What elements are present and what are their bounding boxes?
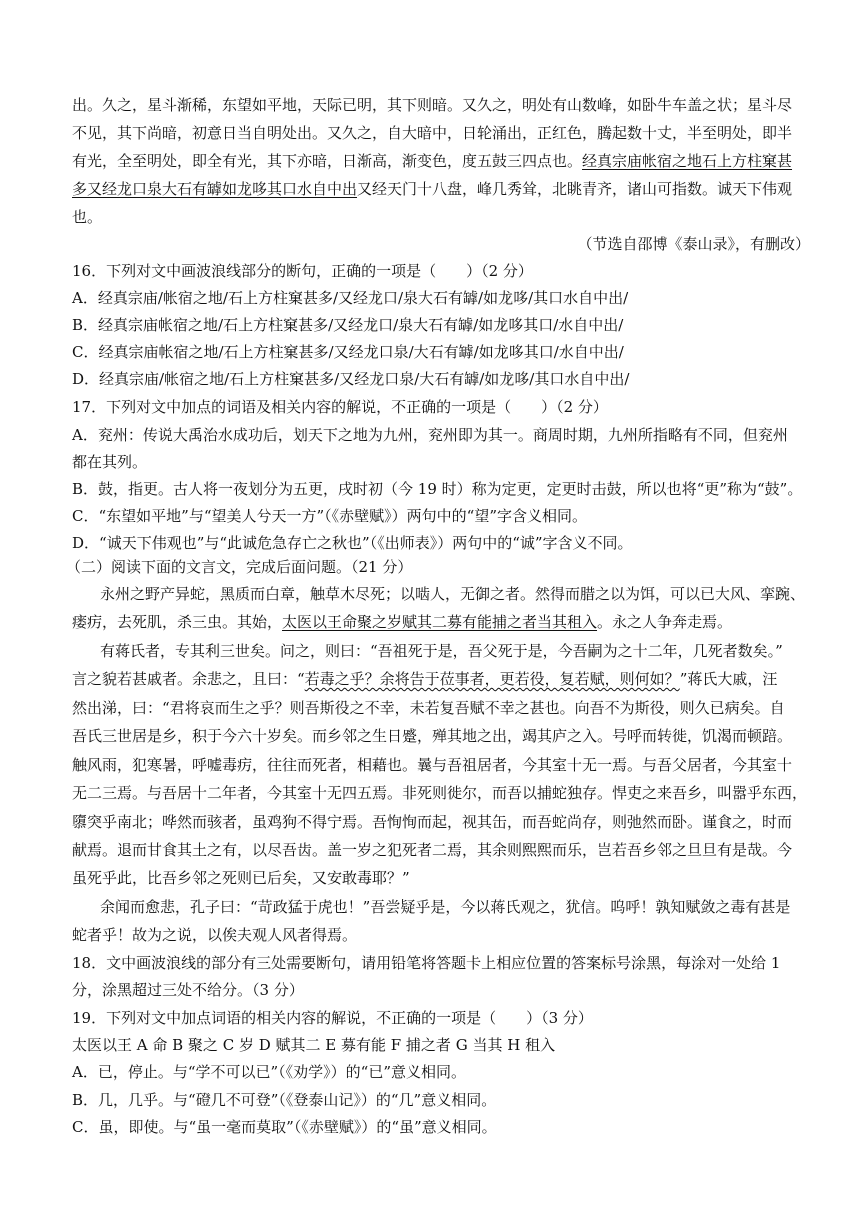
passage2-line	[72, 611, 732, 633]
underlined-sentence: 经真宗庙帐宿之地石上方柱窠甚	[582, 152, 793, 170]
question-16-option-a[interactable]: A．经真宗庙/帐宿之地/石上方柱窠甚多/又经龙口/泉大石有罅/如龙哆/其口水自中出/	[72, 289, 629, 307]
passage2-line: 献焉。退而甘食其土之有，以尽吾齿。盖一岁之犯死者二焉，其余则熙熙而乐，岂若吾乡邻之旦旦有是哉。今	[72, 841, 793, 859]
passage2-line: 有蒋氏者，专其利三世矣。问之，则曰：“吾祖死于是，吾父死于是，今吾嗣为之十二年，几死者数矣。”	[100, 642, 783, 660]
answer-marker-line: 太医以王 A 命 B 聚之 C 岁 D 赋其二 E 募有能 F 捕之者 G 当其 H 租入	[72, 1036, 556, 1054]
passage1-line: 也。	[72, 208, 103, 226]
question-17-stem: 17．下列对文中加点的词语及相关内容的解说，不正确的一项是（ ）（2 分）	[72, 398, 608, 416]
question-17-option-a-cont[interactable]: 都在其列。	[72, 453, 148, 471]
passage2-line: 然出涕，曰：“君将哀而生之乎？则吾斯役之不幸，未若复吾赋不幸之甚也。向吾不为斯役，则久已病矣。自	[72, 699, 785, 717]
passage1-line: 出。久之，星斗渐稀，东望如平地，天际已明，其下则暗。又久之，明处有山数峰，如卧牛车盖之状；星斗尽	[72, 96, 793, 114]
passage2-line: 余闻而愈悲，孔子曰：“苛政猛于虎也！”吾尝疑乎是，今以蒋氏观之，犹信。呜呼！孰知赋敛之毒有甚是	[100, 898, 791, 916]
passage2-line: 触风雨，犯寒暑，呼嘘毒疠，往往而死者，相藉也。曩与吾祖居者，今其室十无一焉。与吾父居者，今其室十	[72, 756, 793, 774]
question-18-stem: 18．文中画波浪线的部分有三处需要断句，请用铅笔将答题卡上相应位置的答案标号涂黑，每涂对一处给 1	[72, 954, 781, 972]
underlined-sentence: 太医以王命聚之岁赋其二募有能捕之者当其租入	[282, 613, 598, 631]
passage2-line	[72, 668, 777, 690]
passage1-line	[72, 150, 792, 172]
question-17-option-d[interactable]: D．“诚天下伟观也”与“此诚危急存亡之秋也”（《出师表》）两句中的“诚”字含义不同。	[72, 534, 633, 552]
question-18-stem-cont: 分，涂黑超过三处不给分。（3 分）	[72, 981, 304, 999]
question-19-stem: 19．下列对文中加点词语的相关内容的解说，不正确的一项是（ ）（3 分）	[72, 1009, 593, 1027]
question-17-option-a[interactable]: A．兖州：传说大禹治水成功后，划天下之地为九州，兖州即为其一。商周时期，九州所指略有不同，但兖州	[72, 426, 788, 444]
wavy-underlined-sentence: 若毒之乎？余将告于莅事者，更若役，复若赋，则何如？	[304, 670, 680, 688]
passage1-line: 不见，其下尚暗，初意日当自明处出。又久之，自大暗中，日轮涌出，正红色，腾起数十丈，半至明处，即半	[72, 124, 793, 142]
section-heading: （二）阅读下面的文言文，完成后面问题。（21 分）	[66, 558, 413, 576]
passage2-line: 虽死乎此，比吾乡邻之死则已后矣，又安敢毒耶？”	[72, 869, 410, 887]
source-citation: （节选自邵博《泰山录》，有删改）	[577, 235, 810, 253]
question-16-option-d[interactable]: D．经真宗庙/帐宿之地/石上方柱窠甚多/又经龙口泉/大石有罅/如龙哆/其口水自中出/	[72, 370, 630, 388]
passage2-line: 无二三焉。与吾居十二年者，今其室十无四五焉。非死则徙尔，而吾以捕蛇独存。悍吏之来吾乡，叫嚣乎东西，	[72, 784, 808, 802]
question-19-option-c[interactable]: C．虽，即使。与“虽一毫而莫取”（《赤壁赋》）的“虽”意义相同。	[72, 1118, 497, 1136]
passage2-line: 吾氏三世居是乡，积于今六十岁矣。而乡邻之生日蹙，殚其地之出，竭其庐之入。号呼而转徙，饥渴而顿踣。	[72, 727, 793, 745]
question-19-option-b[interactable]: B．几，几乎。与“磴几不可登”（《登泰山记》）的“几”意义相同。	[72, 1091, 497, 1109]
passage1-line	[72, 178, 792, 200]
passage2-text: 。永之人争奔走焉。	[597, 613, 733, 631]
passage2-line: 永州之野产异蛇，黑质而白章，触草木尽死；以啮人，无御之者。然得而腊之以为饵，可以已大风、挛踠、	[100, 585, 806, 603]
passage2-line: 隳突乎南北；哗然而骇者，虽鸡狗不得宁焉。吾恂恂而起，视其缶，而吾蛇尚存，则弛然而卧。谨食之，时而	[72, 813, 793, 831]
question-17-option-c[interactable]: C．“东望如平地”与“望美人兮天一方”（《赤壁赋》）两句中的“望”字含义相同。	[72, 507, 587, 525]
question-16-option-c[interactable]: C．经真宗庙帐宿之地/石上方柱窠甚多/又经龙口泉/大石有罅/如龙哆其口/水自中出/	[72, 343, 624, 361]
passage2-text: 言之貌若甚戚者。余悲之，且曰：“	[72, 670, 305, 688]
passage1-text: 有光，全至明处，即全有光，其下亦暗，日渐高，渐变色，度五鼓三四点也。	[72, 152, 583, 170]
passage2-text: 瘘疠，去死肌，杀三虫。其始，	[72, 613, 283, 631]
question-16-option-b[interactable]: B．经真宗庙帐宿之地/石上方柱窠甚多/又经龙口/泉大石有罅/如龙哆其口/水自中出/	[72, 316, 624, 334]
underlined-sentence: 多又经龙口泉大石有罅如龙哆其口水自中出	[72, 180, 358, 198]
passage2-line: 蛇者乎！故为之说，以俟夫观人风者得焉。	[72, 926, 358, 944]
passage1-text: 又经天门十八盘，峰几秀耸，北眺青齐，诸山可指数。诚天下伟观	[357, 180, 793, 198]
question-17-option-b[interactable]: B．鼓，指更。古人将一夜划分为五更，戌时初（今 19 时）称为定更，定更时击鼓，所以也将“更”称为“鼓”。	[72, 480, 803, 498]
question-16-stem: 16．下列对文中画波浪线部分的断句，正确的一项是（ ）（2 分）	[72, 262, 533, 280]
passage2-text: ”蒋氏大戚，汪	[679, 670, 778, 688]
question-19-option-a[interactable]: A．已，停止。与“学不可以已”（《劝学》）的“已”意义相同。	[72, 1063, 467, 1081]
